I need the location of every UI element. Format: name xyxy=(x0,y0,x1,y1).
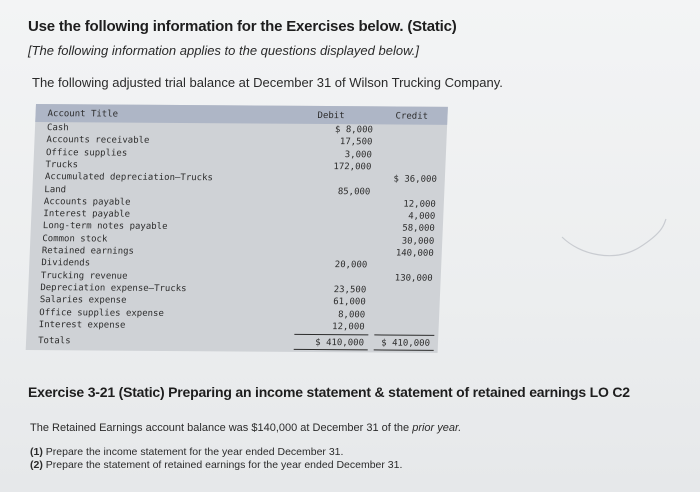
debit-total-rule xyxy=(294,334,368,336)
paragraph-text: The Retained Earnings account balance was $140,000 at December 31 of the xyxy=(30,422,410,434)
pen-scribble-mark xyxy=(560,215,670,265)
credit-cell: 130,000 xyxy=(394,273,433,284)
debit-cell: 17,500 xyxy=(339,137,373,148)
credit-double-rule xyxy=(374,350,434,351)
exercise-title: Exercise 3-21 (Static) Preparing an income statement & statement of retained earnings LO C2 xyxy=(28,384,630,400)
debit-double-rule xyxy=(294,349,368,351)
totals-debit-cell: $ 410,000 xyxy=(314,338,365,349)
task-item: (2) Prepare the statement of retained earnings for the year ended December 31. xyxy=(30,459,403,471)
debit-cell: 12,000 xyxy=(331,321,365,333)
credit-cell: 30,000 xyxy=(401,236,435,247)
account-cell: Accounts receivable xyxy=(46,135,150,147)
credit-total-rule xyxy=(374,335,434,336)
page-heading: Use the following information for the Exercises below. (Static) xyxy=(28,18,457,35)
credit-cell: 140,000 xyxy=(395,248,434,259)
trial-balance-image xyxy=(26,104,448,353)
account-cell: Common stock xyxy=(42,233,108,245)
debit-cell: 61,000 xyxy=(332,297,366,308)
account-cell: Accounts payable xyxy=(43,196,131,208)
info-note: [The following information applies to the questions displayed below.] xyxy=(28,43,419,58)
exercise-paragraph xyxy=(30,422,461,434)
account-cell: Office supplies expense xyxy=(39,307,165,319)
column-header-account: Account Title xyxy=(47,109,119,120)
paragraph-italic: prior year. xyxy=(412,422,462,434)
account-cell: Dividends xyxy=(41,258,91,269)
table-row xyxy=(26,319,438,334)
debit-cell: 3,000 xyxy=(344,149,373,160)
credit-cell: $ 36,000 xyxy=(393,174,438,186)
account-cell: Interest expense xyxy=(38,319,126,331)
intro-text: The following adjusted trial balance at December 31 of Wilson Trucking Company. xyxy=(32,75,503,90)
account-cell: Trucking revenue xyxy=(40,270,128,282)
account-cell: Interest payable xyxy=(43,209,131,220)
account-cell: Trucks xyxy=(45,159,79,171)
debit-cell: $ 8,000 xyxy=(334,125,374,136)
debit-cell: 23,500 xyxy=(333,285,367,296)
task-list xyxy=(30,446,402,472)
credit-cell: 58,000 xyxy=(402,223,435,235)
totals-credit-cell: $ 410,000 xyxy=(380,338,431,349)
credit-cell: 12,000 xyxy=(403,199,437,210)
column-header-credit: Credit xyxy=(395,111,429,122)
totals-row xyxy=(26,335,438,350)
account-cell: Retained earnings xyxy=(41,246,135,257)
account-cell: Office supplies xyxy=(45,147,128,159)
account-cell: Long-term notes payable xyxy=(42,221,168,233)
credit-cell: 4,000 xyxy=(407,211,436,222)
debit-cell: 8,000 xyxy=(337,309,366,320)
column-header-debit: Debit xyxy=(317,110,345,122)
account-cell: Land xyxy=(44,184,67,195)
account-cell: Depreciation expense—Trucks xyxy=(40,282,187,294)
account-cell: Salaries expense xyxy=(39,295,127,306)
debit-cell: 85,000 xyxy=(337,186,371,197)
account-cell: Accumulated depreciation—Trucks xyxy=(44,172,214,184)
totals-account-cell: Totals xyxy=(37,336,71,347)
task-item: (1) Prepare the income statement for the year ended December 31. xyxy=(30,446,344,458)
debit-cell: 172,000 xyxy=(333,161,372,173)
debit-cell: 20,000 xyxy=(334,260,368,271)
account-cell: Cash xyxy=(46,123,69,134)
